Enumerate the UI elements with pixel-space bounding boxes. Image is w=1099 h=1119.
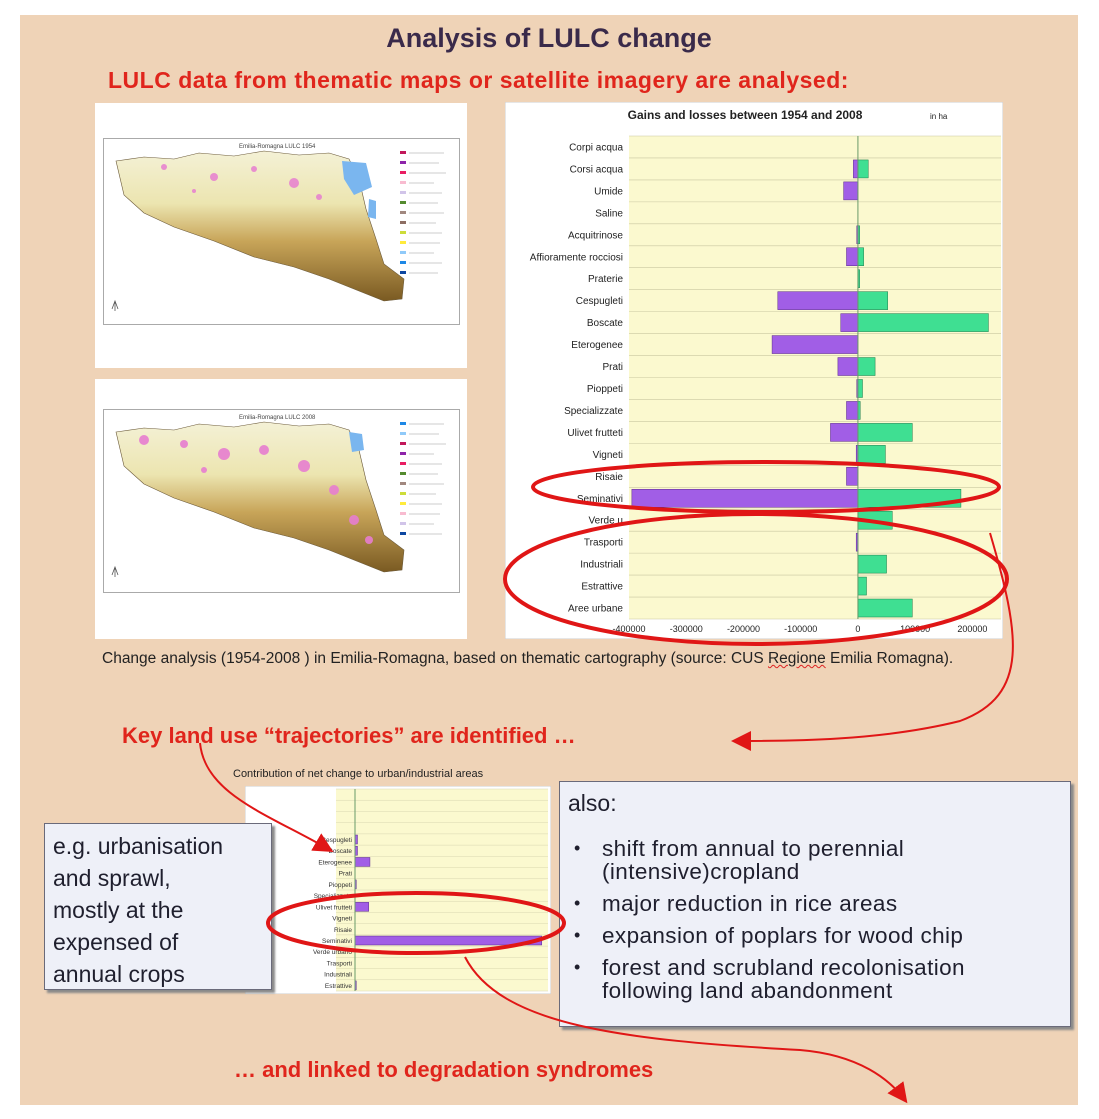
- chart1-category-label: Risaie: [595, 471, 623, 483]
- chart2-category-label: Vigneti: [332, 915, 352, 923]
- annotation-overlay: [20, 15, 1078, 1105]
- chart2-category-label: Specializzate: [313, 893, 352, 901]
- chart1-category-label: Saline: [595, 208, 623, 220]
- example-line: and sprawl,: [53, 865, 171, 891]
- highlight-ellipse-urban: [505, 514, 1007, 644]
- chart2-category-label: Ulivet frutteti: [315, 904, 352, 912]
- chart2-category-label: Boscate: [328, 848, 352, 856]
- also-item: • shift from annual to perennial (intensive)cropland: [568, 837, 1062, 883]
- chart1-category-label: Vigneti: [592, 449, 623, 461]
- chart2-category-label: Risaie: [333, 926, 352, 934]
- chart2-category-label: Estrattive: [324, 982, 352, 990]
- chart1-x-tick: -400000: [612, 624, 646, 634]
- chart1-x-tick: 200000: [957, 624, 988, 634]
- example-line: expensed of: [53, 929, 179, 955]
- chart1-unit-label: in ha: [930, 112, 948, 121]
- chart1-title: Gains and losses between 1954 and 2008: [627, 108, 863, 122]
- chart2-title: Contribution of net change to urban/industrial areas: [233, 768, 484, 780]
- chart1-category-label: Corpi acqua: [569, 142, 623, 154]
- arrow-to-chart2: [200, 743, 330, 850]
- chart1-category-label: Praterie: [587, 274, 623, 286]
- chart2-category-label: Pioppeti: [328, 881, 352, 889]
- chart1-category-label: Corsi acqua: [569, 164, 623, 176]
- chart2-category-label: Prati: [338, 870, 352, 878]
- chart2-category-label: Industriali: [324, 971, 352, 979]
- also-item: • expansion of poplars for wood chip: [568, 924, 1062, 947]
- chart1-x-tick: -300000: [669, 624, 703, 634]
- chart2-category-label: Seminativi: [322, 938, 352, 945]
- key-trajectories-text: Key land use “trajectories” are identified …: [122, 723, 576, 748]
- chart1-category-label: Eterogenee: [571, 340, 623, 352]
- highlight-ellipse-seminativi: [533, 462, 999, 512]
- chart1-category-label: Trasporti: [583, 537, 623, 549]
- chart1-category-label: Specializzate: [564, 405, 623, 417]
- chart1-category-label: Industriali: [580, 559, 623, 571]
- chart1-x-tick: -200000: [726, 624, 760, 634]
- also-item: • major reduction in rice areas: [568, 892, 1062, 915]
- page-title: Analysis of LULC change: [386, 23, 712, 53]
- example-line: mostly at the: [53, 897, 184, 923]
- chart1-category-label: Seminativi: [576, 493, 623, 505]
- map-2008-title: Emilia-Romagna LULC 2008: [239, 415, 316, 421]
- chart1-x-tick: 0: [855, 624, 861, 634]
- also-item: • forest and scrubland recolonisation following land abandonment: [568, 956, 1062, 1002]
- example-line: e.g. urbanisation: [53, 833, 224, 859]
- chart1-category-label: Ulivet frutteti: [567, 427, 623, 439]
- chart1-category-label: Estrattive: [581, 581, 623, 593]
- map-1954-title: Emilia-Romagna LULC 1954: [239, 144, 316, 150]
- chart1-category-label: Aree urbane: [567, 603, 623, 615]
- chart1-x-tick: 100000: [900, 624, 931, 634]
- also-heading: also:: [568, 790, 617, 816]
- chart2-category-label: Verde urbano: [312, 949, 352, 957]
- chart2-category-label: Eterogenee: [318, 859, 352, 867]
- linked-syndromes-text: … and linked to degradation syndromes: [234, 1057, 654, 1082]
- caption-part1: Change analysis (1954-2008 ) in Emilia-Romagna, based on thematic cartography (source: CUS: [102, 650, 768, 667]
- caption-part2: Emilia Romagna).: [825, 650, 954, 667]
- subtitle: LULC data from thematic maps or satellite imagery are analysed:: [108, 67, 849, 93]
- caption-underlined: Regione: [767, 650, 826, 667]
- chart1-category-label: Pioppeti: [586, 383, 623, 395]
- example-line: annual crops: [53, 961, 185, 987]
- chart1-category-label: Umide: [594, 186, 623, 198]
- highlight-ellipse-chart2: [268, 893, 564, 953]
- slide: [20, 15, 1078, 1105]
- chart1-category-label: Boscate: [586, 318, 623, 330]
- chart2-category-label: Trasporti: [326, 960, 352, 968]
- chart1-category-label: Prati: [602, 362, 623, 374]
- chart1-category-label: Cespugleti: [575, 296, 623, 308]
- arrow-to-syndromes: [465, 957, 905, 1100]
- chart2-category-label: Cespugleti: [321, 837, 352, 844]
- chart1-category-label: Acquitrinose: [567, 230, 623, 242]
- chart1-x-tick: -100000: [784, 624, 818, 634]
- chart1-category-label: Affioramente rocciosi: [529, 252, 623, 264]
- chart1-category-label: Verde u: [588, 515, 623, 527]
